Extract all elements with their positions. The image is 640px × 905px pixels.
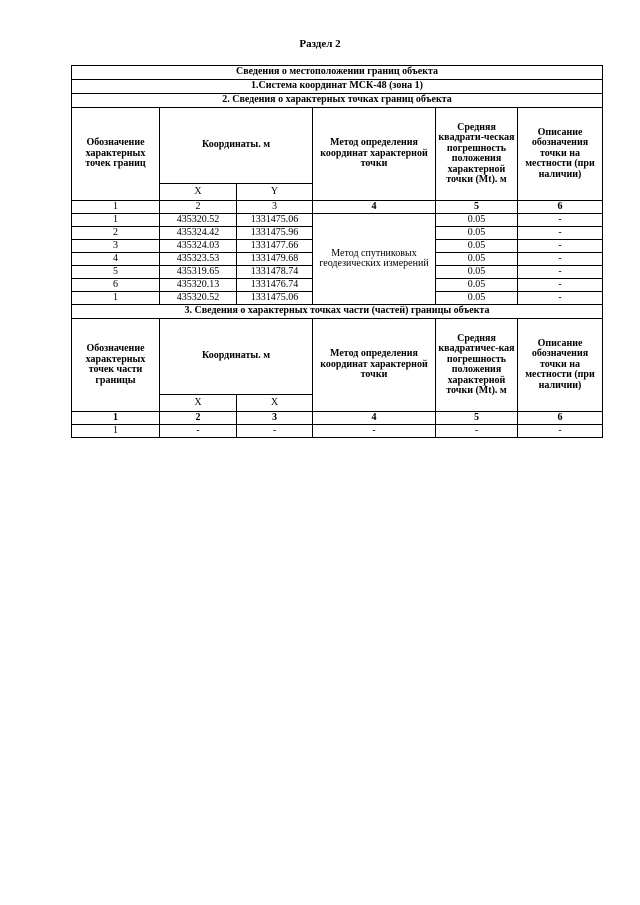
column-number: 6 bbox=[518, 201, 603, 214]
description-cell: - bbox=[518, 214, 603, 227]
y-cell: 1331475.96 bbox=[237, 227, 313, 240]
column-number: 4 bbox=[313, 201, 436, 214]
header-x: X bbox=[160, 184, 237, 201]
accuracy-cell: 0.05 bbox=[436, 227, 518, 240]
x-cell: 435320.52 bbox=[160, 214, 237, 227]
description-cell: - bbox=[518, 425, 603, 438]
header-accuracy: Средняя квадратичес-кая погрешность положения характерной точки (Mt). м bbox=[436, 319, 518, 412]
y-cell: 1331475.06 bbox=[237, 214, 313, 227]
point-cell: 1 bbox=[72, 214, 160, 227]
header-accuracy: Средняя квадрати-ческая погрешность положения характерной точки (Mt). м bbox=[436, 108, 518, 201]
column-number: 2 bbox=[160, 201, 237, 214]
y-cell: 1331479.68 bbox=[237, 253, 313, 266]
method-cell: - bbox=[313, 425, 436, 438]
column-number: 6 bbox=[518, 412, 603, 425]
header-coords: Координаты. м bbox=[160, 319, 313, 395]
accuracy-cell: 0.05 bbox=[436, 292, 518, 305]
point-cell: 1 bbox=[72, 292, 160, 305]
column-number: 5 bbox=[436, 201, 518, 214]
y-cell: 1331476.74 bbox=[237, 279, 313, 292]
accuracy-cell: 0.05 bbox=[436, 279, 518, 292]
column-number: 1 bbox=[72, 412, 160, 425]
column-number: 1 bbox=[72, 201, 160, 214]
header-point: Обозначение характерных точек границ bbox=[72, 108, 160, 201]
x-cell: 435323.53 bbox=[160, 253, 237, 266]
header-description: Описание обозначения точки на местности (при наличии) bbox=[518, 108, 603, 201]
header-y: X bbox=[237, 395, 313, 412]
boundary-table bbox=[71, 65, 603, 438]
description-cell: - bbox=[518, 266, 603, 279]
accuracy-cell: 0.05 bbox=[436, 266, 518, 279]
header-y: Y bbox=[237, 184, 313, 201]
description-cell: - bbox=[518, 292, 603, 305]
method-cell: Метод спутниковых геодезических измерений bbox=[313, 214, 436, 305]
point-cell: 4 bbox=[72, 253, 160, 266]
table-row bbox=[72, 425, 603, 438]
x-cell: - bbox=[160, 425, 237, 438]
x-cell: 435324.42 bbox=[160, 227, 237, 240]
part2-heading: 2. Сведения о характерных точках границ объекта bbox=[72, 94, 603, 108]
point-cell: 3 bbox=[72, 240, 160, 253]
x-cell: 435320.52 bbox=[160, 292, 237, 305]
x-cell: 435324.03 bbox=[160, 240, 237, 253]
y-cell: 1331478.74 bbox=[237, 266, 313, 279]
accuracy-cell: 0.05 bbox=[436, 240, 518, 253]
point-cell: 6 bbox=[72, 279, 160, 292]
column-number: 3 bbox=[237, 201, 313, 214]
description-cell: - bbox=[518, 240, 603, 253]
part3-heading: 3. Сведения о характерных точках части (частей) границы объекта bbox=[72, 305, 603, 319]
point-cell: 5 bbox=[72, 266, 160, 279]
coordinate-system: 1.Система координат МСК-48 (зона 1) bbox=[72, 80, 603, 94]
column-number: 5 bbox=[436, 412, 518, 425]
header-description: Описание обозначения точки на местности (при наличии) bbox=[518, 319, 603, 412]
column-number: 2 bbox=[160, 412, 237, 425]
section-title: Раздел 2 bbox=[299, 38, 341, 50]
x-cell: 435319.65 bbox=[160, 266, 237, 279]
description-cell: - bbox=[518, 227, 603, 240]
y-cell: 1331477.66 bbox=[237, 240, 313, 253]
y-cell: 1331475.06 bbox=[237, 292, 313, 305]
description-cell: - bbox=[518, 279, 603, 292]
column-number: 4 bbox=[313, 412, 436, 425]
accuracy-cell: - bbox=[436, 425, 518, 438]
header-point: Обозначение характерных точек части границы bbox=[72, 319, 160, 412]
table-row bbox=[72, 214, 603, 227]
accuracy-cell: 0.05 bbox=[436, 253, 518, 266]
header-x: X bbox=[160, 395, 237, 412]
header-method: Метод определения координат характерной точки bbox=[313, 319, 436, 412]
header-coords: Координаты. м bbox=[160, 108, 313, 184]
table-title: Сведения о местоположении границ объекта bbox=[72, 66, 603, 80]
header-method: Метод определения координат характерной точки bbox=[313, 108, 436, 201]
point-cell: 1 bbox=[72, 425, 160, 438]
description-cell: - bbox=[518, 253, 603, 266]
x-cell: 435320.13 bbox=[160, 279, 237, 292]
column-number: 3 bbox=[237, 412, 313, 425]
accuracy-cell: 0.05 bbox=[436, 214, 518, 227]
y-cell: - bbox=[237, 425, 313, 438]
point-cell: 2 bbox=[72, 227, 160, 240]
